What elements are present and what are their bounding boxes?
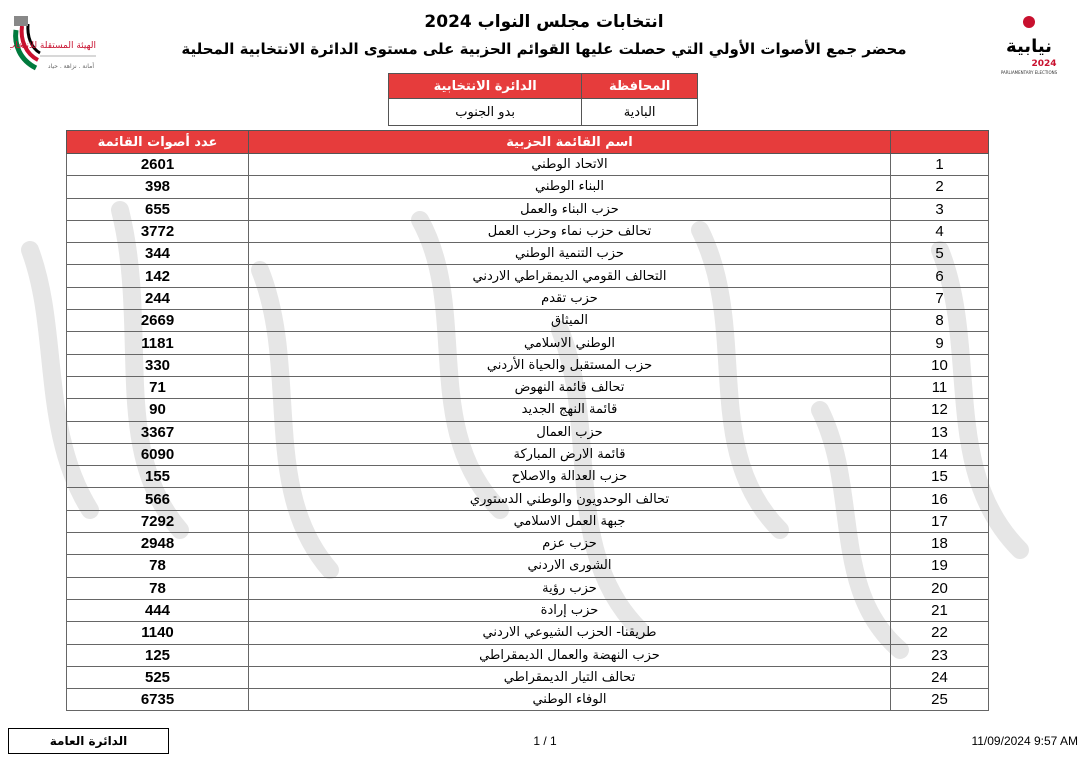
page-title: انتخابات مجلس النواب 2024 [424,12,664,32]
vote-count: 125 [67,644,249,666]
col-list-name-header: اسم القائمة الحزبية [249,131,891,154]
party-list-table [66,130,989,711]
row-number: 24 [891,666,989,688]
party-list-name: حزب تقدم [249,287,891,309]
party-list-name: حزب التنمية الوطني [249,243,891,265]
vote-count: 344 [67,243,249,265]
logo-word: نيابية [1006,36,1052,57]
table-row [67,689,989,711]
vote-count: 525 [67,666,249,688]
party-list-name: حزب البناء والعمل [249,198,891,220]
row-number: 6 [891,265,989,287]
vote-count: 71 [67,376,249,398]
vote-count: 1181 [67,332,249,354]
row-number: 3 [891,198,989,220]
vote-count: 78 [67,555,249,577]
print-timestamp: 11/09/2024 9:57 AM [971,734,1078,748]
row-number: 18 [891,533,989,555]
table-row [67,443,989,465]
row-number: 10 [891,354,989,376]
location-table [388,73,698,126]
table-row [67,176,989,198]
table-row [67,466,989,488]
row-number: 2 [891,176,989,198]
party-list-name: حزب عزم [249,533,891,555]
table-row [67,555,989,577]
row-number: 19 [891,555,989,577]
table-row [67,198,989,220]
vote-count: 444 [67,599,249,621]
party-list-name: حزب العمال [249,421,891,443]
table-row [67,577,989,599]
vote-count: 2948 [67,533,249,555]
district-value: بدو الجنوب [389,99,582,126]
table-row [67,354,989,376]
row-number: 4 [891,220,989,242]
vote-count: 3772 [67,220,249,242]
vote-count: 566 [67,488,249,510]
vote-count: 244 [67,287,249,309]
table-row [67,622,989,644]
vote-count: 78 [67,577,249,599]
vote-count: 2669 [67,310,249,332]
party-list-name: حزب إرادة [249,599,891,621]
party-list-name: حزب النهضة والعمال الديمقراطي [249,644,891,666]
row-number: 5 [891,243,989,265]
vote-count: 6735 [67,689,249,711]
table-row [67,399,989,421]
table-row [67,265,989,287]
party-list-name: جبهة العمل الاسلامي [249,510,891,532]
row-number: 20 [891,577,989,599]
party-list-name: الوفاء الوطني [249,689,891,711]
logo-year: 2024 [1031,59,1057,69]
page-number: 1 / 1 [533,734,557,748]
row-number: 13 [891,421,989,443]
party-list-name: حزب رؤية [249,577,891,599]
table-row [67,510,989,532]
vote-count: 90 [67,399,249,421]
row-number: 12 [891,399,989,421]
party-list-name: حزب العدالة والاصلاح [249,466,891,488]
party-list-name: تحالف حزب نماء وحزب العمل [249,220,891,242]
table-body [67,154,989,711]
logo-caption: PARLIAMENTARY ELECTIONS [1000,70,1058,75]
row-number: 7 [891,287,989,309]
table-row [67,154,989,176]
party-list-name: الاتحاد الوطني [249,154,891,176]
table-row [67,666,989,688]
table-row [67,243,989,265]
page-subtitle: محضر جمع الأصوات الأولي التي حصلت عليها القوائم الحزبية على مستوى الدائرة الانتخابية المحلية [181,40,907,58]
governorate-header: المحافظة [582,74,698,99]
vote-count: 3367 [67,421,249,443]
vote-count: 655 [67,198,249,220]
governorate-value: البادية [582,99,698,126]
vote-count: 2601 [67,154,249,176]
party-list-name: طريقنا- الحزب الشيوعي الاردني [249,622,891,644]
row-number: 17 [891,510,989,532]
row-number: 8 [891,310,989,332]
district-header: الدائرة الانتخابية [389,74,582,99]
vote-count: 398 [67,176,249,198]
party-list-name: الميثاق [249,310,891,332]
table-row [67,421,989,443]
table-row [67,310,989,332]
table-row [67,220,989,242]
row-number: 23 [891,644,989,666]
table-row [67,376,989,398]
logo-text: الهيئة المستقلة للانتخاب [10,41,96,51]
district-type-box: الدائرة العامة [8,728,169,754]
vote-count: 1140 [67,622,249,644]
row-number: 14 [891,443,989,465]
table-row [67,599,989,621]
table-row [67,287,989,309]
table-row [67,533,989,555]
table-row [67,644,989,666]
party-list-name: تحالف الوحدويون والوطني الدستوري [249,488,891,510]
vote-count: 330 [67,354,249,376]
row-number: 9 [891,332,989,354]
col-number-header [891,131,989,154]
row-number: 15 [891,466,989,488]
row-number: 22 [891,622,989,644]
party-list-name: قائمة الارض المباركة [249,443,891,465]
table-row [67,332,989,354]
vote-count: 6090 [67,443,249,465]
row-number: 1 [891,154,989,176]
party-list-name: التحالف القومي الديمقراطي الاردني [249,265,891,287]
logo-tagline: أمانة . نزاهة . حياد [47,63,94,70]
party-list-name: قائمة النهج الجديد [249,399,891,421]
row-number: 21 [891,599,989,621]
party-list-name: تحالف قائمة النهوض [249,376,891,398]
row-number: 25 [891,689,989,711]
vote-count: 7292 [67,510,249,532]
party-list-name: حزب المستقبل والحياة الأردني [249,354,891,376]
vote-count: 155 [67,466,249,488]
table-row [67,488,989,510]
row-number: 16 [891,488,989,510]
party-list-name: البناء الوطني [249,176,891,198]
vote-count: 142 [67,265,249,287]
row-number: 11 [891,376,989,398]
party-list-name: الشورى الاردني [249,555,891,577]
party-list-name: الوطني الاسلامي [249,332,891,354]
col-votes-header: عدد أصوات القائمة [67,131,249,154]
party-list-name: تحالف التيار الديمقراطي [249,666,891,688]
